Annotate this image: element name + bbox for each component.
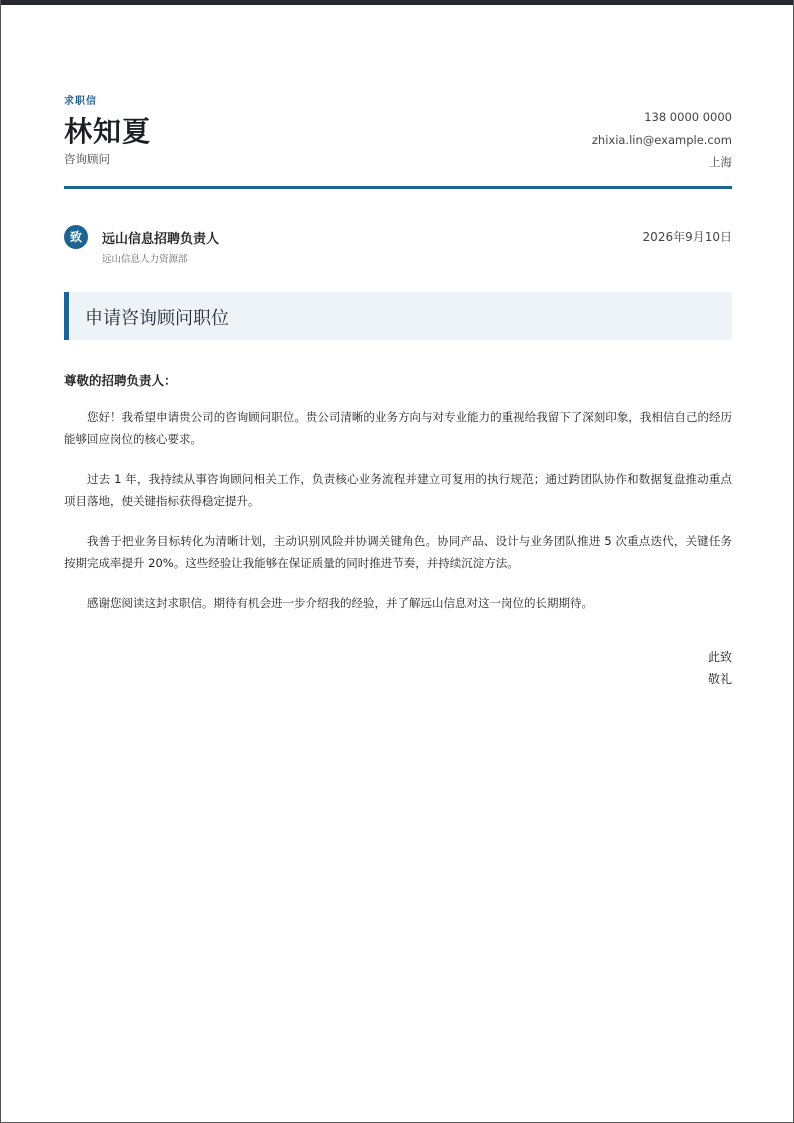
recipient-department: 远山信息人力资源部 bbox=[102, 254, 188, 265]
subject-banner bbox=[64, 292, 732, 340]
header-divider bbox=[64, 186, 732, 189]
contact-info bbox=[592, 106, 732, 174]
recipient-block bbox=[64, 224, 732, 264]
body-paragraph: 感谢您阅读这封求职信。期待有机会进一步介绍我的经验，并了解远山信息对这一岗位的长期期待。 bbox=[87, 596, 593, 610]
applicant-name: 林知夏 bbox=[64, 115, 152, 148]
letter-body bbox=[64, 406, 732, 632]
recipient-name: 远山信息招聘负责人 bbox=[102, 232, 220, 247]
contact-city: 上海 bbox=[709, 155, 732, 169]
applicant-role: 咨询顾问 bbox=[64, 152, 110, 166]
letter-closing bbox=[708, 646, 732, 690]
subject-text: 申请咨询顾问职位 bbox=[85, 308, 229, 329]
closing-line-1: 此致 bbox=[707, 650, 732, 664]
letter-content bbox=[64, 90, 732, 686]
body-paragraph: 您好！我希望申请贵公司的咨询顾问职位。贵公司清晰的业务方向与对专业能力的重视给我留下了深刻印象，我相信自己的经历能够回应岗位的核心要求。 bbox=[64, 410, 732, 446]
body-paragraph: 过去 1 年，我持续从事咨询顾问相关工作，负责核心业务流程并建立可复用的执行规范；通过跨团队协作和数据复盘推动重点项目落地，使关键指标获得稳定提升。 bbox=[64, 472, 732, 508]
letter-date: 2026年9月10日 bbox=[642, 230, 732, 244]
document-type-label: 求职信 bbox=[64, 96, 97, 107]
closing-line-2: 敬礼 bbox=[707, 672, 732, 686]
contact-phone: 138 0000 0000 bbox=[644, 110, 732, 124]
recipient-badge-icon: 致 bbox=[64, 225, 88, 249]
contact-email: zhixia.lin@example.com bbox=[591, 132, 732, 147]
salutation: 尊敬的招聘负责人： bbox=[64, 373, 177, 388]
viewer-top-bar bbox=[1, 0, 793, 5]
body-paragraph: 我善于把业务目标转化为清晰计划，主动识别风险并协调关键角色。协同产品、设计与业务团队推进 5 次重点迭代，关键任务按期完成率提升 20%。这些经验让我能够在保证质量的同时推进节奏，并持续沉淀方法。 bbox=[64, 534, 732, 570]
letter-header bbox=[64, 90, 732, 186]
